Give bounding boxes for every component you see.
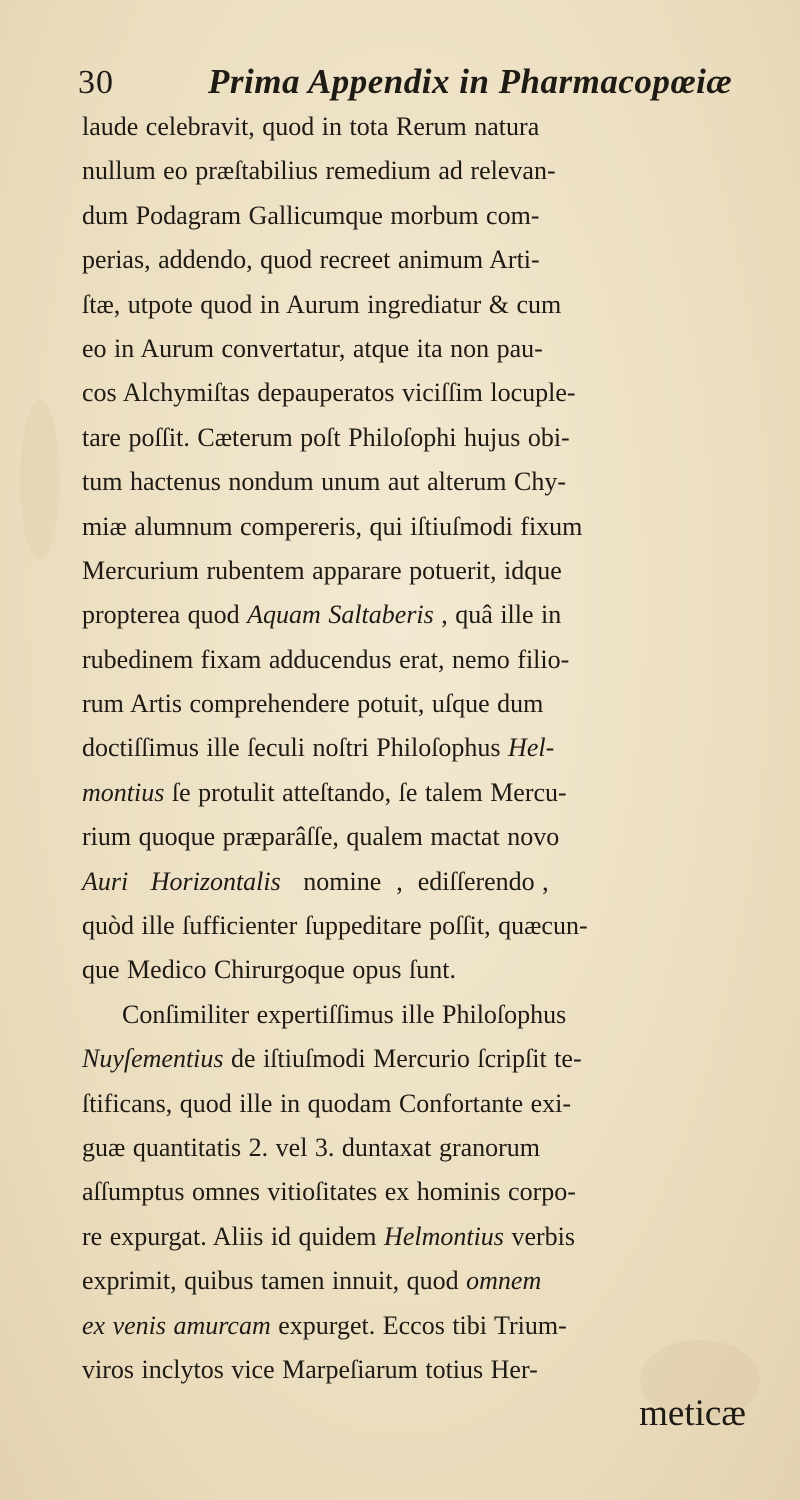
line-text: expurget. Eccos tibi Trium- xyxy=(270,1310,567,1340)
body-text xyxy=(82,105,798,1437)
text-line xyxy=(82,638,798,682)
text-line xyxy=(82,1126,798,1170)
text-line xyxy=(82,771,798,815)
text-line xyxy=(82,194,798,238)
italic-text: Helmontius xyxy=(384,1221,504,1251)
text-line xyxy=(82,283,798,327)
text-line xyxy=(82,327,798,371)
text-line xyxy=(82,993,798,1037)
line-text: dum Podagram Gallicumque morbum com- xyxy=(82,200,540,230)
line-text: miæ alumnum compereris, qui iſtiuſmodi fixum xyxy=(82,511,583,541)
line-text: rum Artis comprehendere potuit, uſque dum xyxy=(82,689,544,719)
italic-text: Nuyſementius xyxy=(82,1044,224,1074)
text-line xyxy=(82,460,798,504)
text-line xyxy=(82,1348,798,1392)
text-line xyxy=(82,238,798,282)
line-text: exprimit, quibus tamen innuit, quod xyxy=(82,1266,467,1296)
line-text: Conſimiliter expertiſſimus ille Philoſophus xyxy=(122,999,567,1029)
text-line xyxy=(82,860,798,904)
line-text: aſſumptus omnes vitioſitates ex hominis corpo- xyxy=(82,1177,576,1207)
italic-text: Hel- xyxy=(508,733,555,763)
text-line xyxy=(82,1170,798,1214)
italic-text: Aquam Saltaberis xyxy=(247,600,434,630)
line-text: quòd ille ſufficienter ſuppeditare poſſit, quæcun- xyxy=(82,911,588,941)
italic-text: Auri Horizontalis xyxy=(82,866,281,896)
line-text: propterea quod xyxy=(82,600,248,630)
line-text: ſtæ, utpote quod in Aurum ingrediatur & cum xyxy=(82,289,562,319)
text-line xyxy=(82,549,798,593)
line-text: laude celebravit, quod in tota Rerum natura xyxy=(82,112,540,141)
text-line xyxy=(82,726,798,770)
text-line xyxy=(82,505,798,549)
line-text: Mercurium rubentem apparare potuerit, idque xyxy=(82,555,562,585)
text-line xyxy=(82,105,798,149)
line-text: rubedinem fixam adducendus erat, nemo filio- xyxy=(82,644,570,674)
line-text: viros inclytos vice Marpeſiarum totius Her- xyxy=(82,1354,538,1384)
text-line xyxy=(82,682,798,726)
text-line xyxy=(82,1215,798,1259)
line-text: perias, addendo, quod recreet animum Arti- xyxy=(82,245,540,275)
line-text: tare poſſit. Cæterum poſt Philoſophi hujus obi- xyxy=(82,422,570,452)
paper-stain xyxy=(20,400,60,560)
text-line xyxy=(82,593,798,637)
text-line xyxy=(82,371,798,415)
italic-text: montius xyxy=(82,777,165,807)
line-text: nomine , ediſſerendo , xyxy=(280,866,549,896)
page-number: 30 xyxy=(78,64,114,101)
text-line xyxy=(82,1082,798,1126)
line-text: meticæ xyxy=(639,1393,746,1435)
text-line xyxy=(82,948,798,992)
text-line xyxy=(82,1304,798,1348)
line-text: rium quoque præparâſſe, qualem mactat novo xyxy=(82,822,560,852)
line-text: ſe protulit atteſtando, ſe talem Mercu- xyxy=(164,777,567,807)
line-text: ſtificans, quod ille in quodam Confortante exi- xyxy=(82,1088,572,1118)
line-text: que Medico Chirurgoque opus ſunt. xyxy=(82,955,456,985)
line-text: tum hactenus nondum unum aut alterum Chy- xyxy=(82,467,567,497)
text-line xyxy=(82,1392,798,1436)
text-line xyxy=(82,1259,798,1303)
text-line xyxy=(82,904,798,948)
text-line xyxy=(82,149,798,193)
line-text: doctiſſimus ille ſeculi noſtri Philoſophus xyxy=(82,733,509,763)
italic-text: ex venis amurcam xyxy=(82,1310,271,1340)
line-text: guæ quantitatis 2. vel 3. duntaxat granorum xyxy=(82,1132,541,1162)
page-header xyxy=(78,52,758,102)
line-text: re expurgat. Aliis id quidem xyxy=(82,1221,385,1251)
line-text: cos Alchymiſtas depauperatos viciſſim locuple- xyxy=(82,378,576,408)
text-line xyxy=(82,416,798,460)
line-text: de iſtiuſmodi Mercurio ſcripſit te- xyxy=(223,1044,582,1074)
line-text: eo in Aurum convertatur, atque ita non pau- xyxy=(82,333,543,363)
text-line xyxy=(82,1037,798,1081)
line-text: verbis xyxy=(503,1221,575,1251)
line-text: nullum eo præſtabilius remedium ad relevan- xyxy=(82,156,556,186)
text-line xyxy=(82,815,798,859)
running-head: Prima Appendix in Pharmacopœiæ xyxy=(208,62,733,101)
italic-text: omnem xyxy=(466,1266,542,1296)
line-text: , quâ ille in xyxy=(433,600,562,630)
